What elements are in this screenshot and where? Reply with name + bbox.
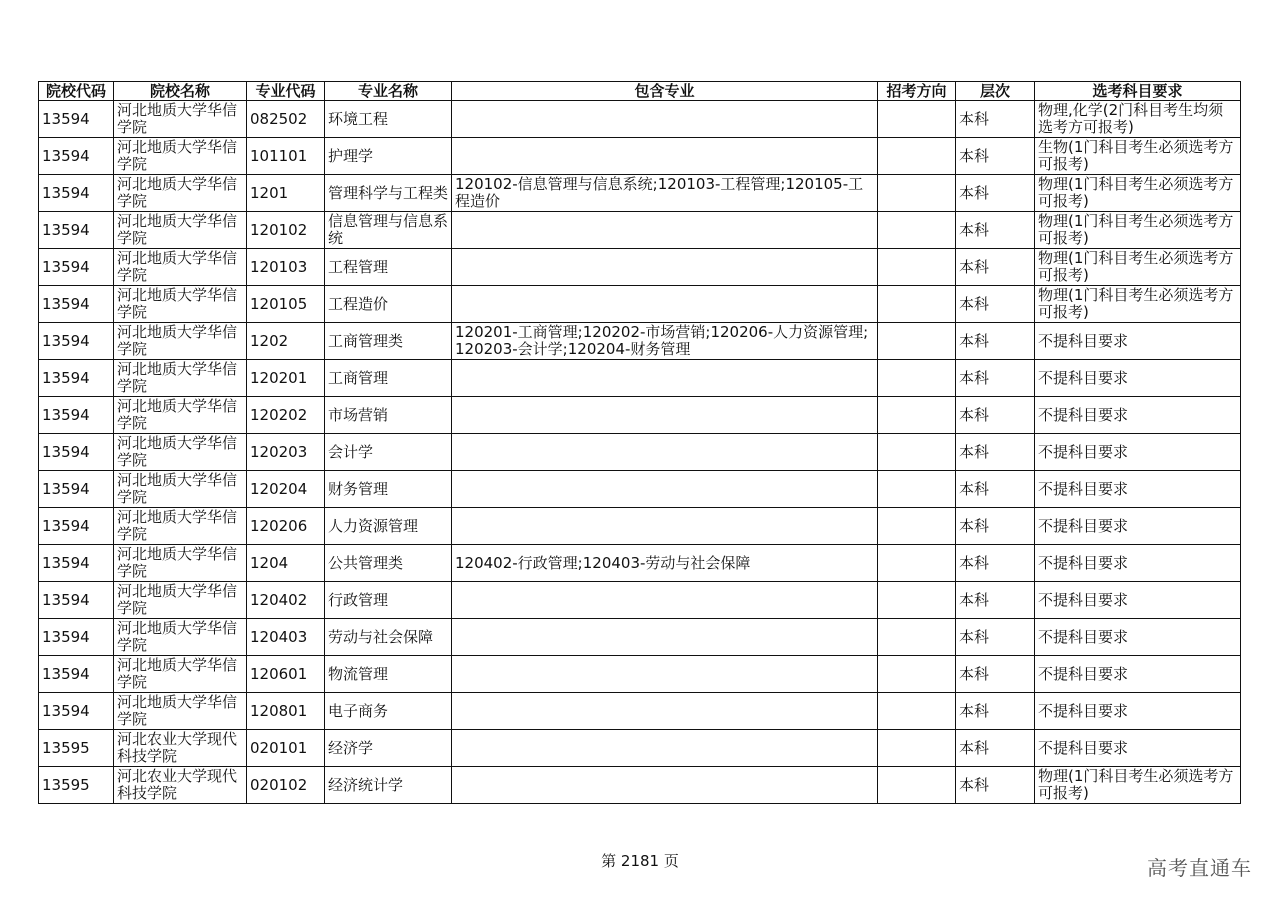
cell-major-code: 120402: [247, 582, 325, 619]
cell-major-name: 电子商务: [325, 693, 452, 730]
cell-direction: [878, 434, 956, 471]
cell-included-majors: [452, 434, 878, 471]
cell-level: 本科: [956, 656, 1035, 693]
cell-level: 本科: [956, 767, 1035, 804]
cell-subject-requirement: 物理(1门科目考生必须选考方可报考): [1035, 767, 1241, 804]
cell-direction: [878, 693, 956, 730]
cell-direction: [878, 397, 956, 434]
cell-included-majors: [452, 767, 878, 804]
cell-subject-requirement: 不提科目要求: [1035, 323, 1241, 360]
cell-school-code: 13594: [39, 212, 114, 249]
table-row: [39, 619, 1241, 656]
cell-level: 本科: [956, 175, 1035, 212]
table-row: [39, 582, 1241, 619]
cell-major-code: 120105: [247, 286, 325, 323]
col-header-subject-requirement: 选考科目要求: [1035, 82, 1241, 101]
table-row: [39, 693, 1241, 730]
cell-school-name: 河北地质大学华信学院: [114, 249, 247, 286]
cell-school-name: 河北地质大学华信学院: [114, 101, 247, 138]
cell-included-majors: [452, 508, 878, 545]
cell-subject-requirement: 不提科目要求: [1035, 508, 1241, 545]
cell-major-code: 1202: [247, 323, 325, 360]
cell-major-name: 物流管理: [325, 656, 452, 693]
cell-level: 本科: [956, 101, 1035, 138]
cell-level: 本科: [956, 286, 1035, 323]
cell-direction: [878, 582, 956, 619]
cell-school-name: 河北地质大学华信学院: [114, 582, 247, 619]
cell-level: 本科: [956, 582, 1035, 619]
table-row: [39, 101, 1241, 138]
cell-major-code: 1201: [247, 175, 325, 212]
cell-school-name: 河北地质大学华信学院: [114, 508, 247, 545]
cell-subject-requirement: 不提科目要求: [1035, 582, 1241, 619]
table-row: [39, 138, 1241, 175]
col-header-major-name: 专业名称: [325, 82, 452, 101]
cell-included-majors: [452, 619, 878, 656]
header-row: [39, 82, 1241, 101]
cell-subject-requirement: 不提科目要求: [1035, 434, 1241, 471]
cell-subject-requirement: 不提科目要求: [1035, 730, 1241, 767]
cell-level: 本科: [956, 730, 1035, 767]
cell-subject-requirement: 物理(1门科目考生必须选考方可报考): [1035, 286, 1241, 323]
cell-subject-requirement: 不提科目要求: [1035, 693, 1241, 730]
cell-direction: [878, 286, 956, 323]
cell-subject-requirement: 物理(1门科目考生必须选考方可报考): [1035, 175, 1241, 212]
cell-major-code: 120206: [247, 508, 325, 545]
cell-major-code: 120601: [247, 656, 325, 693]
cell-major-code: 120801: [247, 693, 325, 730]
cell-included-majors: [452, 138, 878, 175]
cell-school-name: 河北地质大学华信学院: [114, 138, 247, 175]
cell-level: 本科: [956, 619, 1035, 656]
table-row: [39, 360, 1241, 397]
cell-level: 本科: [956, 508, 1035, 545]
cell-major-name: 工商管理: [325, 360, 452, 397]
cell-major-code: 120203: [247, 434, 325, 471]
cell-included-majors: [452, 471, 878, 508]
cell-school-code: 13595: [39, 767, 114, 804]
cell-major-name: 财务管理: [325, 471, 452, 508]
cell-level: 本科: [956, 397, 1035, 434]
table-row: [39, 323, 1241, 360]
cell-major-name: 公共管理类: [325, 545, 452, 582]
cell-direction: [878, 101, 956, 138]
cell-school-code: 13594: [39, 397, 114, 434]
table-row: [39, 175, 1241, 212]
table-row: [39, 767, 1241, 804]
cell-included-majors: [452, 730, 878, 767]
cell-included-majors: 120201-工商管理;120202-市场营销;120206-人力资源管理;120203-会计学;120204-财务管理: [452, 323, 878, 360]
cell-direction: [878, 175, 956, 212]
cell-major-code: 120201: [247, 360, 325, 397]
cell-level: 本科: [956, 693, 1035, 730]
table-row: [39, 656, 1241, 693]
cell-included-majors: [452, 212, 878, 249]
cell-subject-requirement: 不提科目要求: [1035, 360, 1241, 397]
cell-major-name: 经济统计学: [325, 767, 452, 804]
watermark: 高考直通车: [1147, 856, 1252, 880]
table-row: [39, 249, 1241, 286]
cell-school-code: 13594: [39, 175, 114, 212]
cell-school-code: 13594: [39, 693, 114, 730]
cell-major-name: 人力资源管理: [325, 508, 452, 545]
cell-direction: [878, 656, 956, 693]
cell-major-code: 120102: [247, 212, 325, 249]
cell-school-name: 河北农业大学现代科技学院: [114, 767, 247, 804]
cell-subject-requirement: 物理(1门科目考生必须选考方可报考): [1035, 212, 1241, 249]
cell-level: 本科: [956, 249, 1035, 286]
cell-direction: [878, 471, 956, 508]
cell-level: 本科: [956, 434, 1035, 471]
cell-school-name: 河北地质大学华信学院: [114, 397, 247, 434]
col-header-school-name: 院校名称: [114, 82, 247, 101]
cell-level: 本科: [956, 471, 1035, 508]
col-header-direction: 招考方向: [878, 82, 956, 101]
col-header-included-majors: 包含专业: [452, 82, 878, 101]
cell-direction: [878, 138, 956, 175]
table-row: [39, 471, 1241, 508]
table-row: [39, 730, 1241, 767]
cell-subject-requirement: 不提科目要求: [1035, 545, 1241, 582]
cell-school-code: 13594: [39, 249, 114, 286]
cell-subject-requirement: 不提科目要求: [1035, 397, 1241, 434]
col-header-school-code: 院校代码: [39, 82, 114, 101]
cell-major-name: 环境工程: [325, 101, 452, 138]
cell-school-code: 13594: [39, 545, 114, 582]
cell-included-majors: [452, 397, 878, 434]
cell-major-code: 020101: [247, 730, 325, 767]
cell-level: 本科: [956, 545, 1035, 582]
cell-major-code: 1204: [247, 545, 325, 582]
cell-direction: [878, 730, 956, 767]
cell-major-name: 会计学: [325, 434, 452, 471]
cell-subject-requirement: 生物(1门科目考生必须选考方可报考): [1035, 138, 1241, 175]
cell-subject-requirement: 不提科目要求: [1035, 471, 1241, 508]
cell-major-name: 工程管理: [325, 249, 452, 286]
cell-major-name: 工商管理类: [325, 323, 452, 360]
cell-major-name: 管理科学与工程类: [325, 175, 452, 212]
cell-major-name: 市场营销: [325, 397, 452, 434]
cell-school-code: 13594: [39, 619, 114, 656]
cell-major-code: 120403: [247, 619, 325, 656]
table-row: [39, 397, 1241, 434]
cell-school-name: 河北地质大学华信学院: [114, 323, 247, 360]
table-row: [39, 286, 1241, 323]
cell-major-code: 082502: [247, 101, 325, 138]
cell-school-code: 13594: [39, 471, 114, 508]
cell-school-name: 河北地质大学华信学院: [114, 175, 247, 212]
cell-school-name: 河北农业大学现代科技学院: [114, 730, 247, 767]
cell-level: 本科: [956, 138, 1035, 175]
cell-included-majors: [452, 360, 878, 397]
cell-direction: [878, 619, 956, 656]
cell-subject-requirement: 不提科目要求: [1035, 656, 1241, 693]
cell-school-code: 13594: [39, 323, 114, 360]
cell-school-code: 13594: [39, 138, 114, 175]
cell-school-name: 河北地质大学华信学院: [114, 693, 247, 730]
cell-subject-requirement: 不提科目要求: [1035, 619, 1241, 656]
cell-school-code: 13594: [39, 656, 114, 693]
table-row: [39, 212, 1241, 249]
cell-school-code: 13594: [39, 101, 114, 138]
cell-school-code: 13594: [39, 360, 114, 397]
cell-major-name: 经济学: [325, 730, 452, 767]
cell-major-code: 120202: [247, 397, 325, 434]
cell-subject-requirement: 物理,化学(2门科目考生均须选考方可报考): [1035, 101, 1241, 138]
cell-school-code: 13595: [39, 730, 114, 767]
cell-included-majors: [452, 101, 878, 138]
table-row: [39, 545, 1241, 582]
cell-school-name: 河北地质大学华信学院: [114, 360, 247, 397]
cell-school-code: 13594: [39, 582, 114, 619]
cell-major-name: 护理学: [325, 138, 452, 175]
cell-major-code: 101101: [247, 138, 325, 175]
col-header-level: 层次: [956, 82, 1035, 101]
cell-direction: [878, 545, 956, 582]
cell-major-name: 工程造价: [325, 286, 452, 323]
cell-included-majors: [452, 693, 878, 730]
admission-table: [38, 81, 1241, 804]
cell-subject-requirement: 物理(1门科目考生必须选考方可报考): [1035, 249, 1241, 286]
cell-school-code: 13594: [39, 434, 114, 471]
cell-school-name: 河北地质大学华信学院: [114, 656, 247, 693]
cell-direction: [878, 323, 956, 360]
cell-school-name: 河北地质大学华信学院: [114, 545, 247, 582]
page-number: 第 2181 页: [601, 852, 679, 870]
cell-major-code: 120204: [247, 471, 325, 508]
cell-included-majors: [452, 582, 878, 619]
cell-level: 本科: [956, 360, 1035, 397]
cell-school-name: 河北地质大学华信学院: [114, 286, 247, 323]
cell-major-name: 劳动与社会保障: [325, 619, 452, 656]
table-row: [39, 508, 1241, 545]
cell-included-majors: [452, 286, 878, 323]
cell-major-code: 120103: [247, 249, 325, 286]
cell-level: 本科: [956, 212, 1035, 249]
cell-school-name: 河北地质大学华信学院: [114, 212, 247, 249]
col-header-major-code: 专业代码: [247, 82, 325, 101]
cell-school-name: 河北地质大学华信学院: [114, 619, 247, 656]
cell-included-majors: [452, 656, 878, 693]
cell-school-name: 河北地质大学华信学院: [114, 434, 247, 471]
cell-included-majors: 120102-信息管理与信息系统;120103-工程管理;120105-工程造价: [452, 175, 878, 212]
cell-direction: [878, 767, 956, 804]
cell-major-code: 020102: [247, 767, 325, 804]
cell-included-majors: 120402-行政管理;120403-劳动与社会保障: [452, 545, 878, 582]
cell-school-code: 13594: [39, 286, 114, 323]
cell-major-name: 行政管理: [325, 582, 452, 619]
cell-major-name: 信息管理与信息系统: [325, 212, 452, 249]
cell-school-code: 13594: [39, 508, 114, 545]
cell-direction: [878, 508, 956, 545]
cell-included-majors: [452, 249, 878, 286]
cell-direction: [878, 212, 956, 249]
table-row: [39, 434, 1241, 471]
cell-direction: [878, 360, 956, 397]
cell-direction: [878, 249, 956, 286]
cell-level: 本科: [956, 323, 1035, 360]
cell-school-name: 河北地质大学华信学院: [114, 471, 247, 508]
